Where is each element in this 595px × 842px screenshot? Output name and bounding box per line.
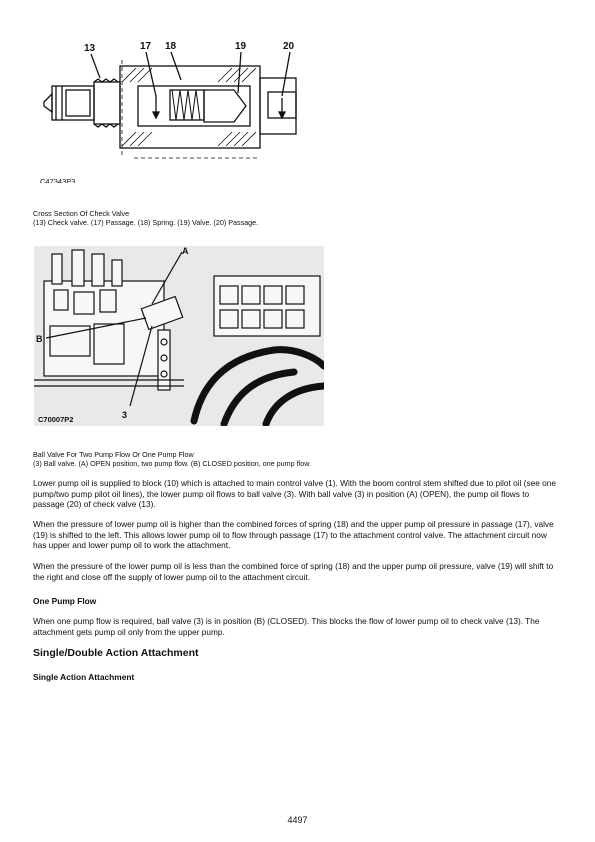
figure-caption-check-valve (33, 209, 553, 227)
figure-title: Cross Section Of Check Valve (33, 209, 130, 218)
callout-20: 20 (283, 41, 295, 52)
callout-a: A (182, 246, 189, 256)
figure-caption-ball-valve (33, 450, 553, 468)
page-number: 4497 (287, 815, 308, 825)
figure-legend: (3) Ball valve. (A) OPEN position, two pump flow. (B) CLOSED position, one pump flow. (33, 459, 312, 468)
figure-code-c70007p2: C70007P2 (38, 415, 74, 424)
callout-18: 18 (165, 41, 177, 52)
callout-b: B (36, 334, 43, 344)
paragraph-one-pump-flow: When one pump flow is required, ball valve (3) is in position (B) (CLOSED). This blocks the flow of lower pump oil to check valve (13). The attachment gets pump oil only from the upper pump. (33, 616, 540, 637)
figure-title: Ball Valve For Two Pump Flow Or One Pump Flow (33, 450, 194, 459)
paragraph-pressure-higher: When the pressure of lower pump oil is higher than the combined forces of spring (18) and the upper pump oil pressure in passage (17), valve (19) is shifted to the left. This allows lower pump oil to flow through passage (17) to the attachment control valve. The attachment circuit now has upper and lower pump oil to work the attachment. (33, 519, 554, 550)
callout-19: 19 (235, 41, 247, 52)
figure-code-c47343p3: C47343P3 (40, 177, 76, 183)
check-valve-cross-section-figure (38, 38, 303, 183)
ball-valve-photo-figure (34, 246, 324, 426)
callout-13: 13 (84, 43, 96, 54)
paragraph-lower-pump-oil: Lower pump oil is supplied to block (10) which is attached to main control valve (1). With the boom control stem shifted due to pilot oil (see one pump/two pump pilot oil lines), the lower pump oil flows to ball valve (3). With ball valve (3) in position (A) (OPEN), the pump oil flows to passage (20) of check valve (13). (33, 478, 556, 509)
figure-legend: (13) Check valve. (17) Passage. (18) Spring. (19) Valve. (20) Passage. (33, 218, 259, 227)
heading-single-action-attachment: Single Action Attachment (33, 672, 135, 682)
heading-single-double-action-attachment: Single/Double Action Attachment (33, 647, 199, 659)
paragraph-pressure-lower: When the pressure of the lower pump oil is less than the combined force of spring (18) and the upper pump oil pressure, valve (19) will shift to the right and close off the supply of lower pump oil to the attachment circuit. (33, 561, 554, 582)
callout-3: 3 (122, 410, 128, 420)
heading-one-pump-flow: One Pump Flow (33, 596, 97, 606)
callout-17: 17 (140, 41, 152, 52)
